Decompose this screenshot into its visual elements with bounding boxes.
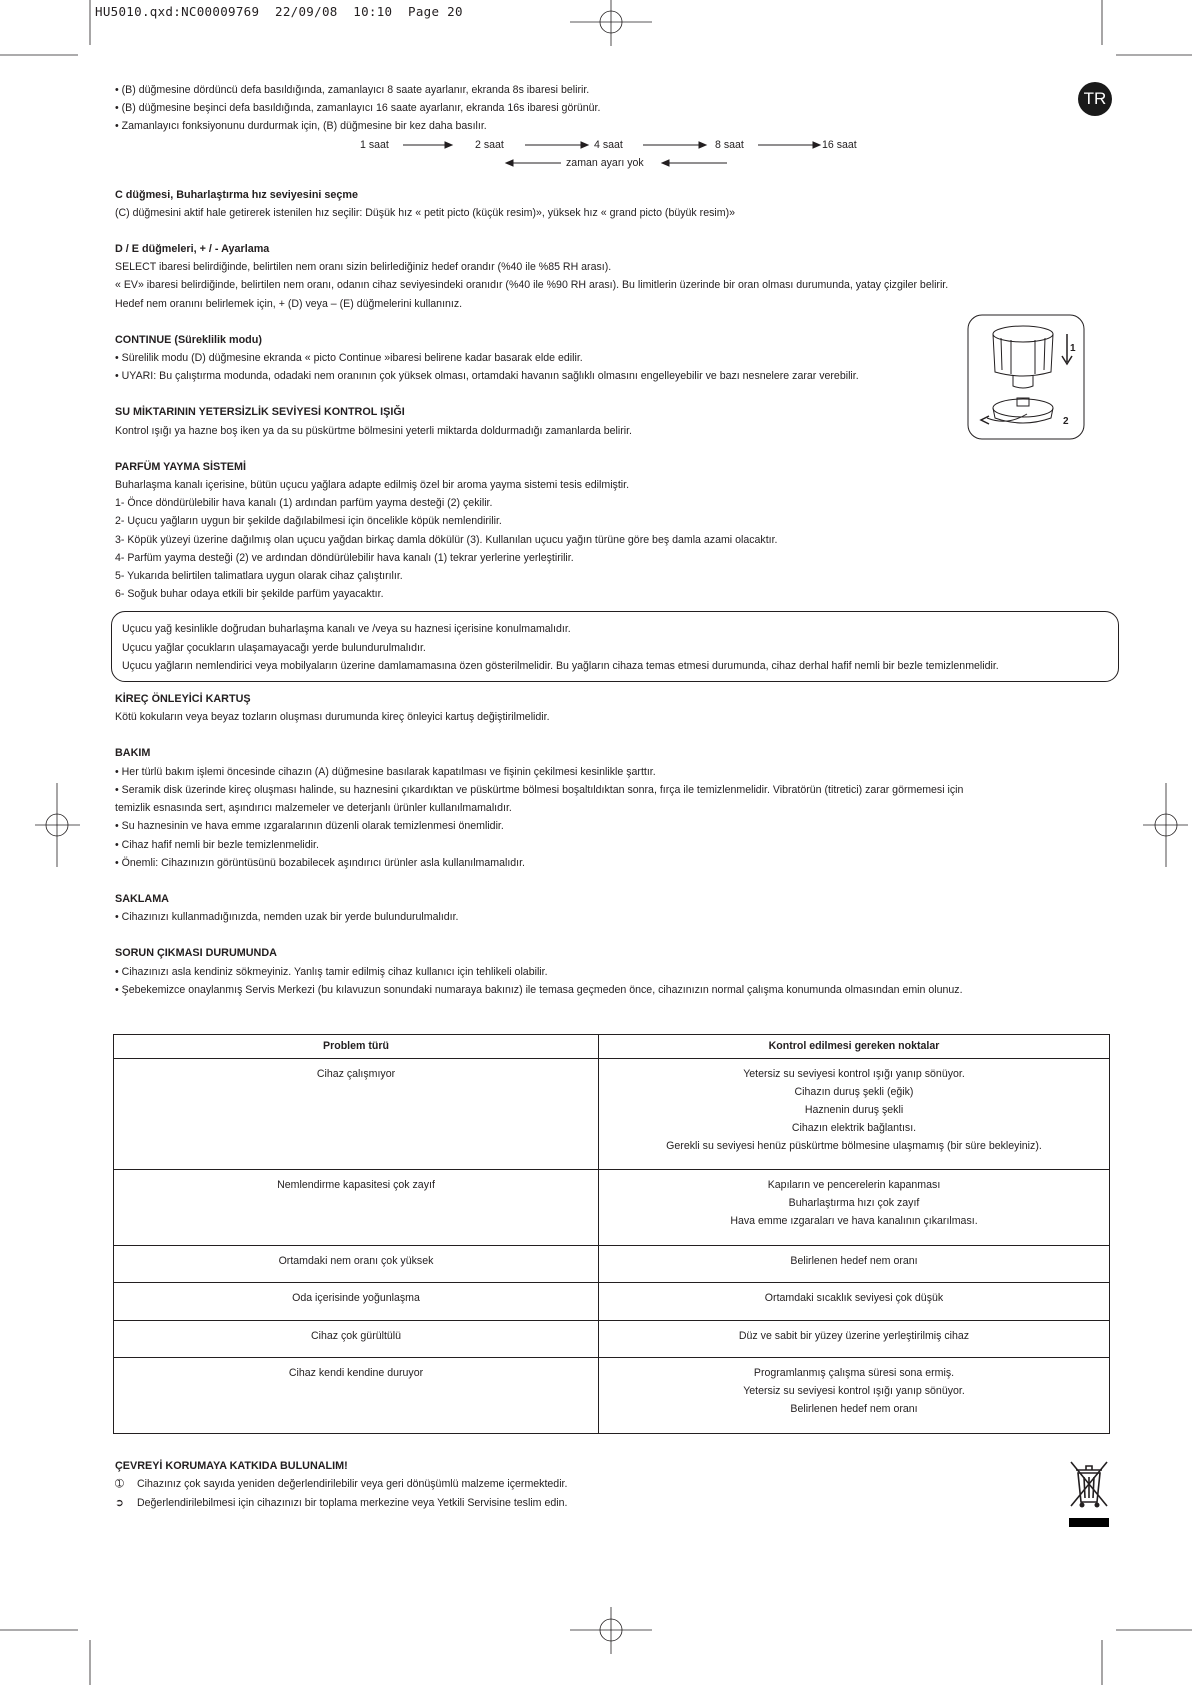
timer-step-2: 2 saat [475,138,504,151]
section-title: SORUN ÇIKMASI DURUMUNDA [115,947,277,960]
timer-step-4: 8 saat [715,138,744,151]
section-maintenance [115,744,1115,871]
table-cell-problem: Cihaz çalışmıyor [114,1058,599,1169]
table-cell-checks: Ortamdaki sıcaklık seviyesi çok düşük [599,1282,1110,1320]
table-cell-checks: Düz ve sabit bir yüzey üzerine yerleştirilmiş cihaz [599,1320,1110,1357]
language-badge: TR [1078,82,1112,116]
section-text: Buharlaşma kanalı içerisine, bütün uçucu yağlara adapte edilmiş özel bir aroma yayma sistemi tesis edilmiştir. [115,479,630,492]
section-text: Kontrol ışığı ya hazne boş iken ya da su püskürtme bölmesini yeterli miktarda doldurmadığı zamanlarda belirir. [115,424,632,437]
section-evaporation-speed [115,186,1115,222]
print-slug-line: HU5010.qxd:NC00009769 22/09/08 10:10 Page 20 [95,4,463,19]
document-body [115,81,1115,999]
section-text: Kötü kokuların veya beyaz tozların oluşması durumunda kireç önleyici kartuş değiştirilmelidir. [115,711,550,724]
section-text: 4- Parfüm yayma desteği (2) ve ardından döndürülebilir hava kanalı (1) tekrar yerlerine yerleştirilir. [115,551,574,564]
section-storage [115,890,1115,926]
illustration-label-1: 1 [1070,343,1076,354]
section-text: temizlik esnasında sert, aşındırıcı malzemeler ve deterjanlı ürünler kullanılmamalıdır. [115,802,512,815]
section-title: KİREÇ ÖNLEYİCİ KARTUŞ [115,693,251,706]
section-text: 3- Köpük yüzeyi üzerine dağılmış olan uçucu yağdan birkaç damla dökülür (3). Kullanılan uçucu yağın türüne göre beş damla azami olacaktır. [115,533,778,546]
warning-line: Uçucu yağların nemlendirici veya mobilyaların üzerine damlamamasına özen gösterilmelidir. Bu yağların cihaza temas etmesi durumunda, cihaz derhal hafif nemli bir bezle temizlenmelidir. [122,659,999,672]
table-cell-checks: Kapıların ve pencerelerin kapanması Buharlaştırma hızı çok zayıf Hava emme ızgaraları ve hava kanalının çıkarılması. [599,1169,1110,1245]
environment-line: ➲ Değerlendirilebilmesi için cihazınızı bir toplama merkezine veya Yetkili Servisine teslim edin. [115,1494,1015,1512]
recycle-icon: ➀ [115,1478,124,1491]
warning-line: Uçucu yağlar çocukların ulaşamayacağı yerde bulundurulmalıdır. [122,641,426,654]
table-row [114,1357,1110,1433]
section-text: • Seramik disk üzerinde kireç oluşması halinde, su haznesini çıkardıktan ve püskürtme bölmesi boşaltıldıktan sonra, fırça ile temizlenmelidir. Vibratörün (titretici) zarar görmemesi için [115,783,964,796]
table-cell-problem: Oda içerisinde yoğunlaşma [114,1282,599,1320]
timer-no-timer-label: zaman ayarı yok [566,156,644,169]
section-title: SAKLAMA [115,892,169,905]
section-text: « EV» ibaresi belirdiğinde, belirtilen nem oranı, odanın cihaz seviyesindeki oranıdır (%40 ile %90 RH arası). Bu limitlerin üzerinde bir oran olması durumunda, yatay çizgiler belirir. [115,279,949,292]
section-text: • Şebekemizce onaylanmış Servis Merkezi (bu kılavuzun sonundaki numaraya bakınız) ile temasa geçmeden önce, cihazınızın normal çalışma konumunda olmasından emin olunuz. [115,983,963,996]
section-perfume-system [115,458,1115,604]
table-cell-problem: Ortamdaki nem oranı çok yüksek [114,1245,599,1282]
table-header-checks: Kontrol edilmesi gereken noktalar [599,1035,1110,1059]
section-water-level-light [115,403,1115,439]
intro-bullet: • (B) düğmesine dördüncü defa basıldığında, zamanlayıcı 8 saate ayarlanır, ekranda 8s ibaresi belirir. [115,84,590,96]
table-cell-checks: Belirlenen hedef nem oranı [599,1245,1110,1282]
warning-box [111,611,1119,682]
table-row [114,1058,1110,1169]
section-text: • Önemli: Cihazınızın görüntüsünü bozabilecek aşındırıcı ürünler asla kullanılmamalıdır. [115,856,526,869]
intro-bullet: • (B) düğmesine beşinci defa basıldığında, zamanlayıcı 16 saate ayarlanır, ekranda 16s ibaresi görünür. [115,102,601,115]
table-cell-problem: Cihaz kendi kendine duruyor [114,1357,599,1433]
section-text: • Her türlü bakım işlemi öncesinde cihazın (A) düğmesine basılarak kapatılması ve fişinin çekilmesi kesinlikle şarttır. [115,765,656,778]
timer-step-5: 16 saat [822,138,857,151]
section-anti-scale-cartridge [115,690,1115,726]
table-row [114,1320,1110,1357]
warning-line: Uçucu yağ kesinlikle doğrudan buharlaşma kanalı ve /veya su haznesi içerisine konulmamalıdır. [122,623,571,636]
table-row [114,1169,1110,1245]
section-text: • Cihazınızı kullanmadığınızda, nemden uzak bir yerde bulundurulmalıdır. [115,911,459,924]
section-title: SU MİKTARININ YETERSİZLİK SEVİYESİ KONTROL IŞIĞI [115,406,405,419]
timer-step-3: 4 saat [594,138,623,151]
timer-step-1: 1 saat [360,138,389,151]
section-text: • Cihaz hafif nemli bir bezle temizlenmelidir. [115,838,319,851]
arrow-icon: ➲ [115,1496,124,1509]
section-text: Hedef nem oranını belirlemek için, + (D) veya – (E) düğmelerini kullanınız. [115,297,463,310]
section-continue [115,331,1115,386]
weee-bin-icon [1067,1458,1111,1528]
section-text: • UYARI: Bu çalıştırma modunda, odadaki nem oranının çok yüksek olması, ortamdaki havanın sağlıklı olmasını engelleyebilir ve bazı nesnelere zarar verebilir. [115,370,859,383]
section-title: D / E düğmeleri, + / - Ayarlama [115,243,270,256]
section-title: PARFÜM YAYMA SİSTEMİ [115,460,246,473]
troubleshooting-table [113,1034,1110,1434]
section-text: 1- Önce döndürülebilir hava kanalı (1) ardından parfüm yayma desteği (2) çekilir. [115,497,493,510]
table-row [114,1282,1110,1320]
section-text: • Sürelilik modu (D) düğmesine ekranda « picto Continue »ibaresi belirene kadar basarak elde edilir. [115,352,583,365]
section-text: 5- Yukarıda belirtilen talimatlara uygun olarak cihaz çalıştırılır. [115,570,403,583]
table-header-row [114,1035,1110,1059]
illustration-label-2: 2 [1063,416,1069,427]
intro-bullet: • Zamanlayıcı fonksiyonunu durdurmak için, (B) düğmesine bir kez daha basılır. [115,120,487,133]
table-cell-problem: Nemlendirme kapasitesi çok zayıf [114,1169,599,1245]
table-header-problem: Problem türü [114,1035,599,1059]
environment-line: ➀ Cihazınız çok sayıda yeniden değerlendirilebilir veya geri dönüşümlü malzeme içermektedir. [115,1475,1015,1493]
table-cell-checks: Yetersiz su seviyesi kontrol ışığı yanıp sönüyor. Cihazın duruş şekli (eğik) Haznenin duruş şekli Cihazın elektrik bağlantısı. Gerekli su seviyesi henüz püskürtme bölmesine ulaşmamış (bir süre bekleyiniz). [599,1058,1110,1169]
section-title: C düğmesi, Buharlaştırma hız seviyesini seçme [115,188,359,201]
environment-section [115,1457,1015,1512]
section-text: SELECT ibaresi belirdiğinde, belirtilen nem oranı sizin belirlediğiniz hedef orandır (%40 ile %85 RH arası). [115,261,612,274]
section-adjustment [115,240,1115,313]
section-text: • Su haznesinin ve hava emme ızgaralarının düzenli olarak temizlenmesi önemlidir. [115,820,504,833]
section-title: ÇEVREYİ KORUMAYA KATKIDA BULUNALIM! [115,1460,348,1472]
table-cell-problem: Cihaz çok gürültülü [114,1320,599,1357]
section-text: 2- Uçucu yağların uygun bir şekilde dağılabilmesi için öncelikle köpük nemlendirilir. [115,515,502,528]
table-cell-checks: Programlanmış çalışma süresi sona ermiş. Yetersiz su seviyesi kontrol ışığı yanıp sönüyor. Belirlenen hedef nem oranı [599,1357,1110,1433]
section-text: • Cihazınızı asla kendiniz sökmeyiniz. Yanlış tamir edilmiş cihaz kullanıcı için tehlikeli olabilir. [115,965,548,978]
section-text: 6- Soğuk buhar odaya etkili bir şekilde parfüm yayacaktır. [115,588,384,601]
timer-diagram [115,136,1115,174]
table-row [114,1245,1110,1282]
section-title: CONTINUE (Süreklilik modu) [115,333,262,346]
section-troubleshooting [115,944,1115,999]
section-title: BAKIM [115,747,151,760]
section-text: (C) düğmesini aktif hale getirerek istenilen hız seçilir: Düşük hız « petit picto (küçük resim)», yüksek hız « grand picto (büyük resim)» [115,206,735,219]
